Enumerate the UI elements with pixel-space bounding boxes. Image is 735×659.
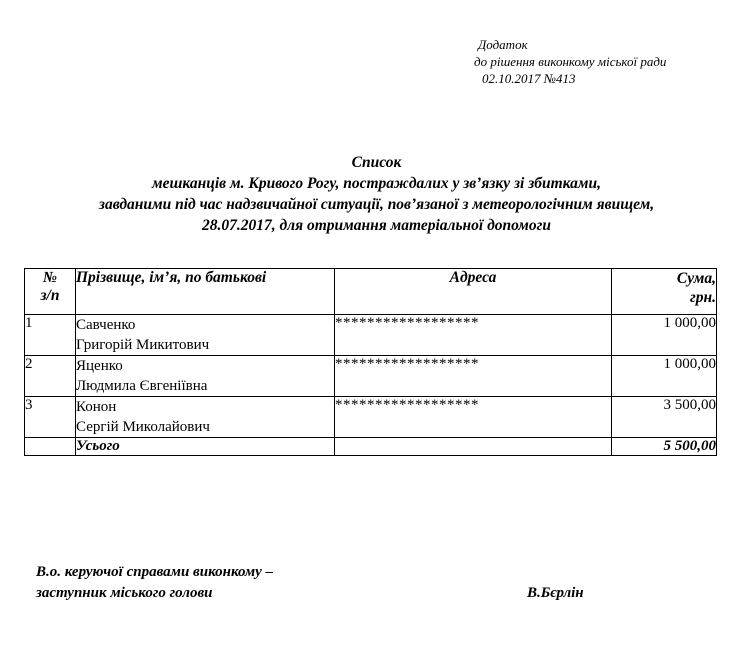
- row-given-name: Людмила Євгеніївна: [76, 378, 208, 394]
- row-sum: 1 000,00: [612, 315, 717, 356]
- row-given-name: Григорій Микитович: [76, 337, 210, 353]
- signature-position-line-1: В.о. керуючої справами виконкому –: [36, 564, 274, 580]
- row-sum: 3 500,00: [612, 397, 717, 438]
- total-sum: 5 500,00: [612, 438, 717, 456]
- document-title: [20, 152, 733, 236]
- annex-decision: до рішення виконкому міської ради: [474, 54, 667, 69]
- signer-name: В.Бєрлін: [527, 585, 584, 601]
- header-full-name: Прізвище, ім’я, по батькові: [76, 269, 335, 315]
- row-full-name: [76, 356, 335, 397]
- annex-note: [474, 36, 666, 87]
- title-line-4: 28.07.2017, для отримання матеріальної допомоги: [201, 217, 552, 234]
- signature-position-line-2: заступник міського голови: [36, 585, 213, 601]
- total-label: Усього: [76, 438, 335, 456]
- header-number: № з/п: [25, 269, 76, 315]
- row-full-name: [76, 315, 335, 356]
- row-number: 3: [25, 397, 76, 438]
- header-sum: Сума, грн.: [612, 269, 717, 315]
- header-address: Адреса: [335, 269, 612, 315]
- table-row: [25, 397, 717, 438]
- title-line-3: завданими під час надзвичайної ситуації, пов’язаної з метеорологічним явищем,: [98, 196, 655, 213]
- signature-block: [36, 562, 273, 604]
- annex-date: 02.10.2017 №413: [482, 71, 576, 86]
- total-number-cell: [25, 438, 76, 456]
- total-row: [25, 438, 717, 456]
- total-address-cell: [335, 438, 612, 456]
- annex-title: Додаток: [478, 37, 528, 52]
- table-row: [25, 315, 717, 356]
- row-surname: Яценко: [76, 358, 123, 374]
- row-sum: 1 000,00: [612, 356, 717, 397]
- table-header-row: [25, 269, 717, 315]
- row-full-name: [76, 397, 335, 438]
- recipients-table: [24, 268, 717, 456]
- row-number: 2: [25, 356, 76, 397]
- row-surname: Конон: [76, 399, 117, 415]
- row-given-name: Сергій Миколайович: [76, 419, 210, 435]
- table-row: [25, 356, 717, 397]
- title-line-1: Список: [351, 154, 402, 171]
- row-address: ******************: [335, 356, 612, 397]
- row-address: ******************: [335, 315, 612, 356]
- row-number: 1: [25, 315, 76, 356]
- row-address: ******************: [335, 397, 612, 438]
- row-surname: Савченко: [76, 317, 136, 333]
- title-line-2: мешканців м. Кривого Рогу, постраждалих у зв’язку зі збитками,: [151, 175, 602, 192]
